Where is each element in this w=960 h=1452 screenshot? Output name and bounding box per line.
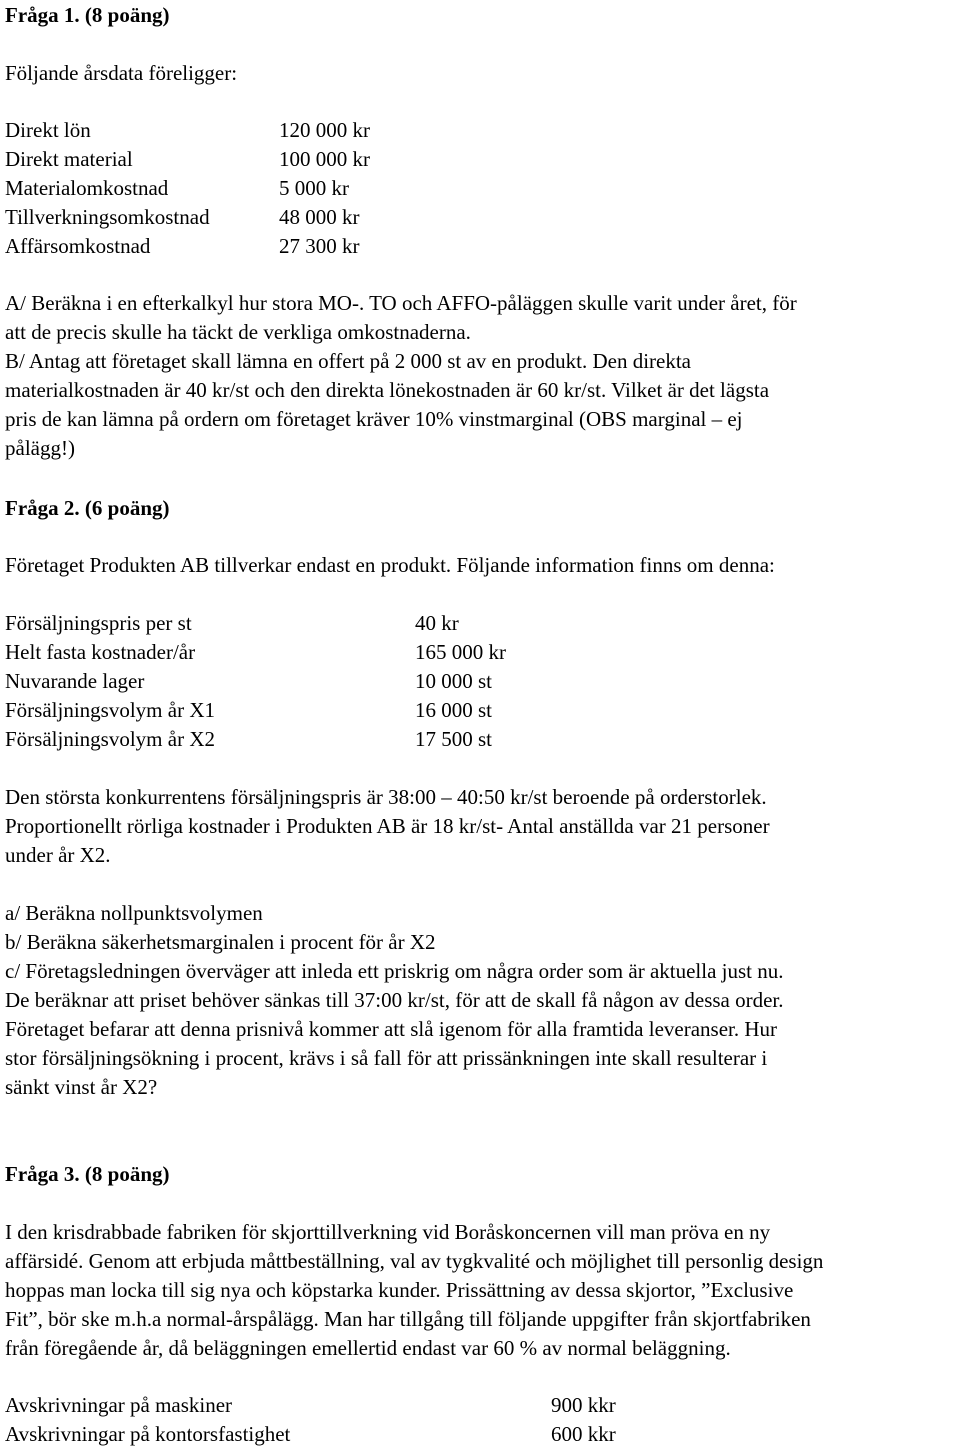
q1-heading-label: Fråga 1. <box>5 3 80 27</box>
q2-item-row <box>5 609 955 638</box>
q2-item-label: Nuvarande lager <box>5 669 145 693</box>
q1-item-label: Affärsomkostnad <box>5 234 151 258</box>
q1-item-label: Materialomkostnad <box>5 176 169 200</box>
q3-item-row <box>5 1420 955 1449</box>
q3-text-line: Fit”, bör ske m.h.a normal-årspålägg. Man har tillgång till följande uppgifter från skjortfabriken <box>5 1307 811 1331</box>
q2-item-label: Försäljningsvolym år X2 <box>5 727 215 751</box>
q2-task-line: stor försäljningsökning i procent, krävs i så fall för att prissänkningen inte skall resulterar i <box>5 1046 768 1070</box>
q2-item-row <box>5 667 955 696</box>
q2-item-value: 10 000 st <box>415 669 493 693</box>
q1-text-line: pålägg!) <box>5 436 75 460</box>
q2-task-line: a/ Beräkna nollpunktsvolymen <box>5 901 263 925</box>
q1-item-label: Direkt material <box>5 147 133 171</box>
q1-intro: Följande årsdata föreligger: <box>5 61 238 85</box>
q2-item-label: Helt fasta kostnader/år <box>5 640 196 664</box>
q2-intro: Företaget Produkten AB tillverkar endast en produkt. Följande information finns om denna: <box>5 553 775 577</box>
q1-item-value: 27 300 kr <box>279 234 360 258</box>
q1-text-line: A/ Beräkna i en efterkalkyl hur stora MO-. TO och AFFO-påläggen skulle varit under året, för <box>5 291 797 315</box>
q3-heading-points: (8 poäng) <box>79 1162 170 1186</box>
q3-item-value: 600 kkr <box>551 1422 616 1446</box>
q3-text-line: hoppas man locka till sig nya och köpstarka kunder. Prissättning av dessa skjortor, ”Exclusive <box>5 1278 794 1302</box>
q2-task-line: b/ Beräkna säkerhetsmarginalen i procent för år X2 <box>5 930 436 954</box>
q1-item-value: 100 000 kr <box>279 147 370 171</box>
q1-text-line: att de precis skulle ha täckt de verkliga omkostnaderna. <box>5 320 471 344</box>
q1-item-row <box>5 116 955 145</box>
q2-info-line: under år X2. <box>5 843 111 867</box>
q1-item-value: 5 000 kr <box>279 176 349 200</box>
q3-heading <box>5 1160 170 1189</box>
q2-task-line: De beräknar att priset behöver sänkas till 37:00 kr/st, för att de skall få någon av dessa order. <box>5 988 784 1012</box>
q3-item-row <box>5 1391 955 1420</box>
q3-item-value: 900 kkr <box>551 1393 616 1417</box>
q1-item-label: Direkt lön <box>5 118 91 142</box>
q1-item-row <box>5 174 955 203</box>
q1-heading <box>5 1 170 30</box>
q2-item-label: Försäljningsvolym år X1 <box>5 698 215 722</box>
q3-item-label: Avskrivningar på maskiner <box>5 1393 233 1417</box>
q1-item-label: Tillverkningsomkostnad <box>5 205 210 229</box>
q1-heading-points: (8 poäng) <box>79 3 170 27</box>
q3-text-line: I den krisdrabbade fabriken för skjorttillverkning vid Boråskoncernen vill man pröva en ny <box>5 1220 771 1244</box>
q2-task-line: sänkt vinst år X2? <box>5 1075 158 1099</box>
q2-heading-points: (6 poäng) <box>79 496 170 520</box>
q1-text-line: materialkostnaden är 40 kr/st och den direkta lönekostnaden är 60 kr/st. Vilket är det lägsta <box>5 378 770 402</box>
q2-item-row <box>5 696 955 725</box>
q2-item-value: 16 000 st <box>415 698 493 722</box>
q1-text-line: pris de kan lämna på ordern om företaget kräver 10% vinstmarginal (OBS marginal – ej <box>5 407 743 431</box>
q2-item-row <box>5 638 955 667</box>
q1-text-line: B/ Antag att företaget skall lämna en offert på 2 000 st av en produkt. Den direkta <box>5 349 691 373</box>
q2-info-line: Proportionellt rörliga kostnader i Produkten AB är 18 kr/st- Antal anställda var 21 personer <box>5 814 770 838</box>
q2-task-line: c/ Företagsledningen överväger att inleda ett priskrig om några order som är aktuella just nu. <box>5 959 784 983</box>
q2-item-label: Försäljningspris per st <box>5 611 192 635</box>
q3-item-label: Avskrivningar på kontorsfastighet <box>5 1422 291 1446</box>
q2-item-value: 165 000 kr <box>415 640 506 664</box>
q2-task-line: Företaget befarar att denna prisnivå kommer att slå igenom för alla framtida leveranser. Hur <box>5 1017 778 1041</box>
q3-text-line: från föregående år, då beläggningen emellertid endast var 60 % av normal beläggning. <box>5 1336 731 1360</box>
q2-item-value: 40 kr <box>415 611 459 635</box>
q2-item-value: 17 500 st <box>415 727 493 751</box>
q1-item-value: 48 000 kr <box>279 205 360 229</box>
q3-text-line: affärsidé. Genom att erbjuda måttbeställning, val av tygkvalité och möjlighet till personlig design <box>5 1249 824 1273</box>
q1-item-row <box>5 232 955 261</box>
q2-heading-label: Fråga 2. <box>5 496 80 520</box>
q3-heading-label: Fråga 3. <box>5 1162 80 1186</box>
q1-item-row <box>5 145 955 174</box>
q1-item-row <box>5 203 955 232</box>
q2-info-line: Den största konkurrentens försäljningspris är 38:00 – 40:50 kr/st beroende på orderstorlek. <box>5 785 767 809</box>
q1-item-value: 120 000 kr <box>279 118 370 142</box>
q2-heading <box>5 494 170 523</box>
q2-item-row <box>5 725 955 754</box>
